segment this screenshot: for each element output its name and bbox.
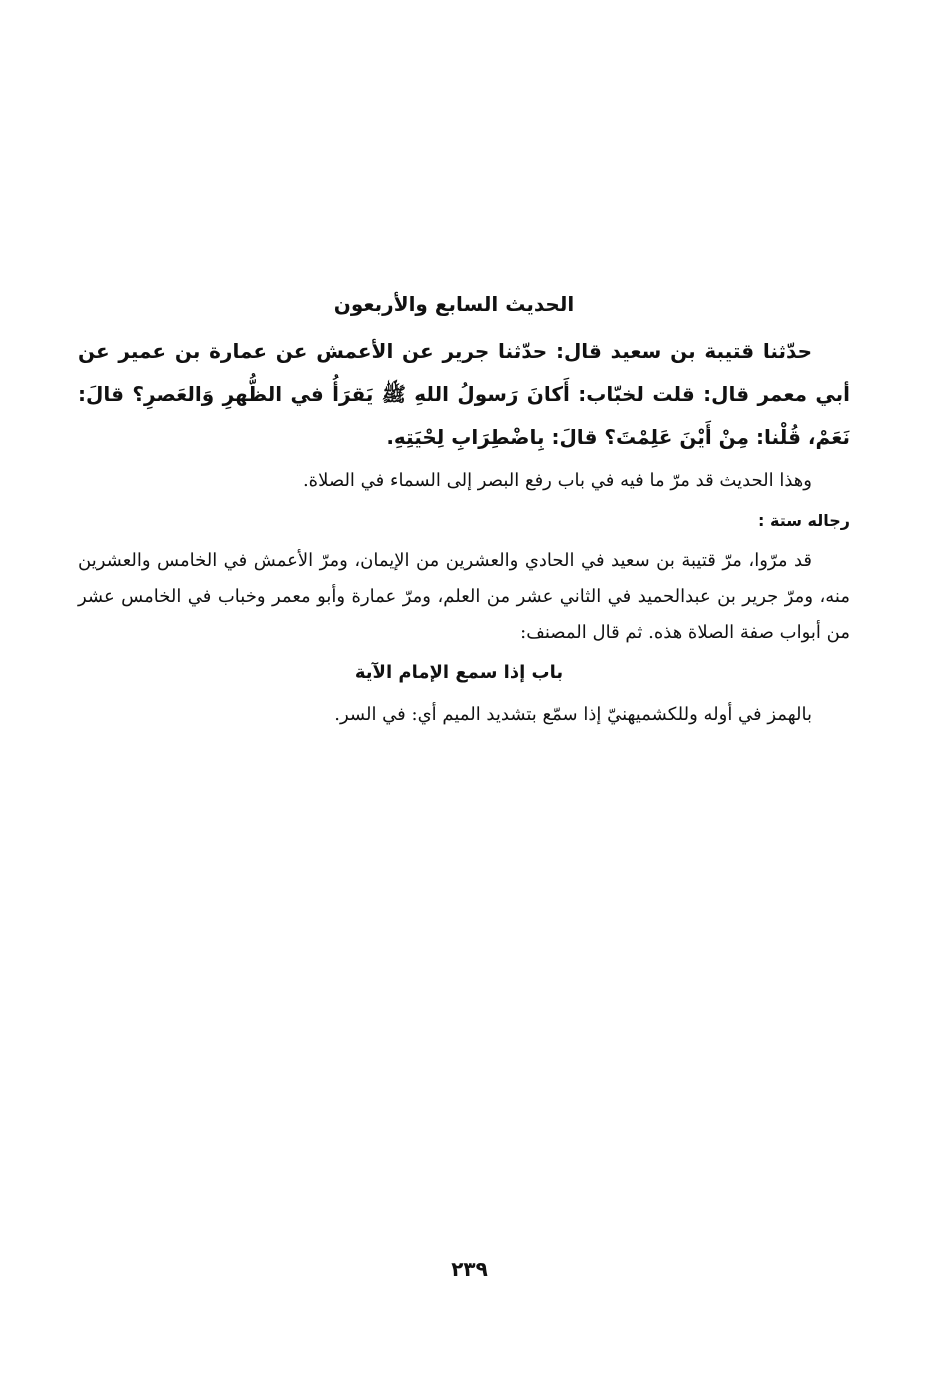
page-content xyxy=(78,282,850,735)
bab-sharh: بالهمز في أوله وللكشميهنيّ إذا سمّع بتشديد الميم أي: في السر. xyxy=(334,704,812,725)
rijal-title: رجاله ستة : xyxy=(758,511,850,530)
hadith-text: حدّثنا قتيبة بن سعيد قال: حدّثنا جرير عن الأعمش عن عمارة بن عمير عن أبي معمر قال: قلت لخبّاب: أَكانَ رَسولُ اللهِ ﷺ يَقرَأُ في الظُّهرِ وَالعَصرِ؟ قالَ: نَعَمْ، قُلْنا: مِنْ أَيْنَ عَلِمْتَ؟ قالَ: بِاضْطِرَابِ لِحْيَتِهِ. xyxy=(78,339,850,449)
hadith-heading: الحديث السابع والأربعون xyxy=(333,292,575,316)
hadith-note: وهذا الحديث قد مرّ ما فيه في باب رفع البصر إلى السماء في الصلاة. xyxy=(302,470,812,491)
page-number: ٢٣٩ xyxy=(451,1257,488,1281)
rijal-text: قد مرّوا، مرّ قتيبة بن سعيد في الحادي والعشرين من الإيمان، ومرّ الأعمش في الخامس والعشرين منه، ومرّ جرير بن عبدالحميد في الثاني عشر من العلم، ومرّ عمارة وأبو معمر وخباب في الخامس عشر من أبواب صفة الصلاة هذه. ثم قال المصنف: xyxy=(78,550,850,643)
bab-title: باب إذا سمع الإمام الآية xyxy=(354,662,564,683)
